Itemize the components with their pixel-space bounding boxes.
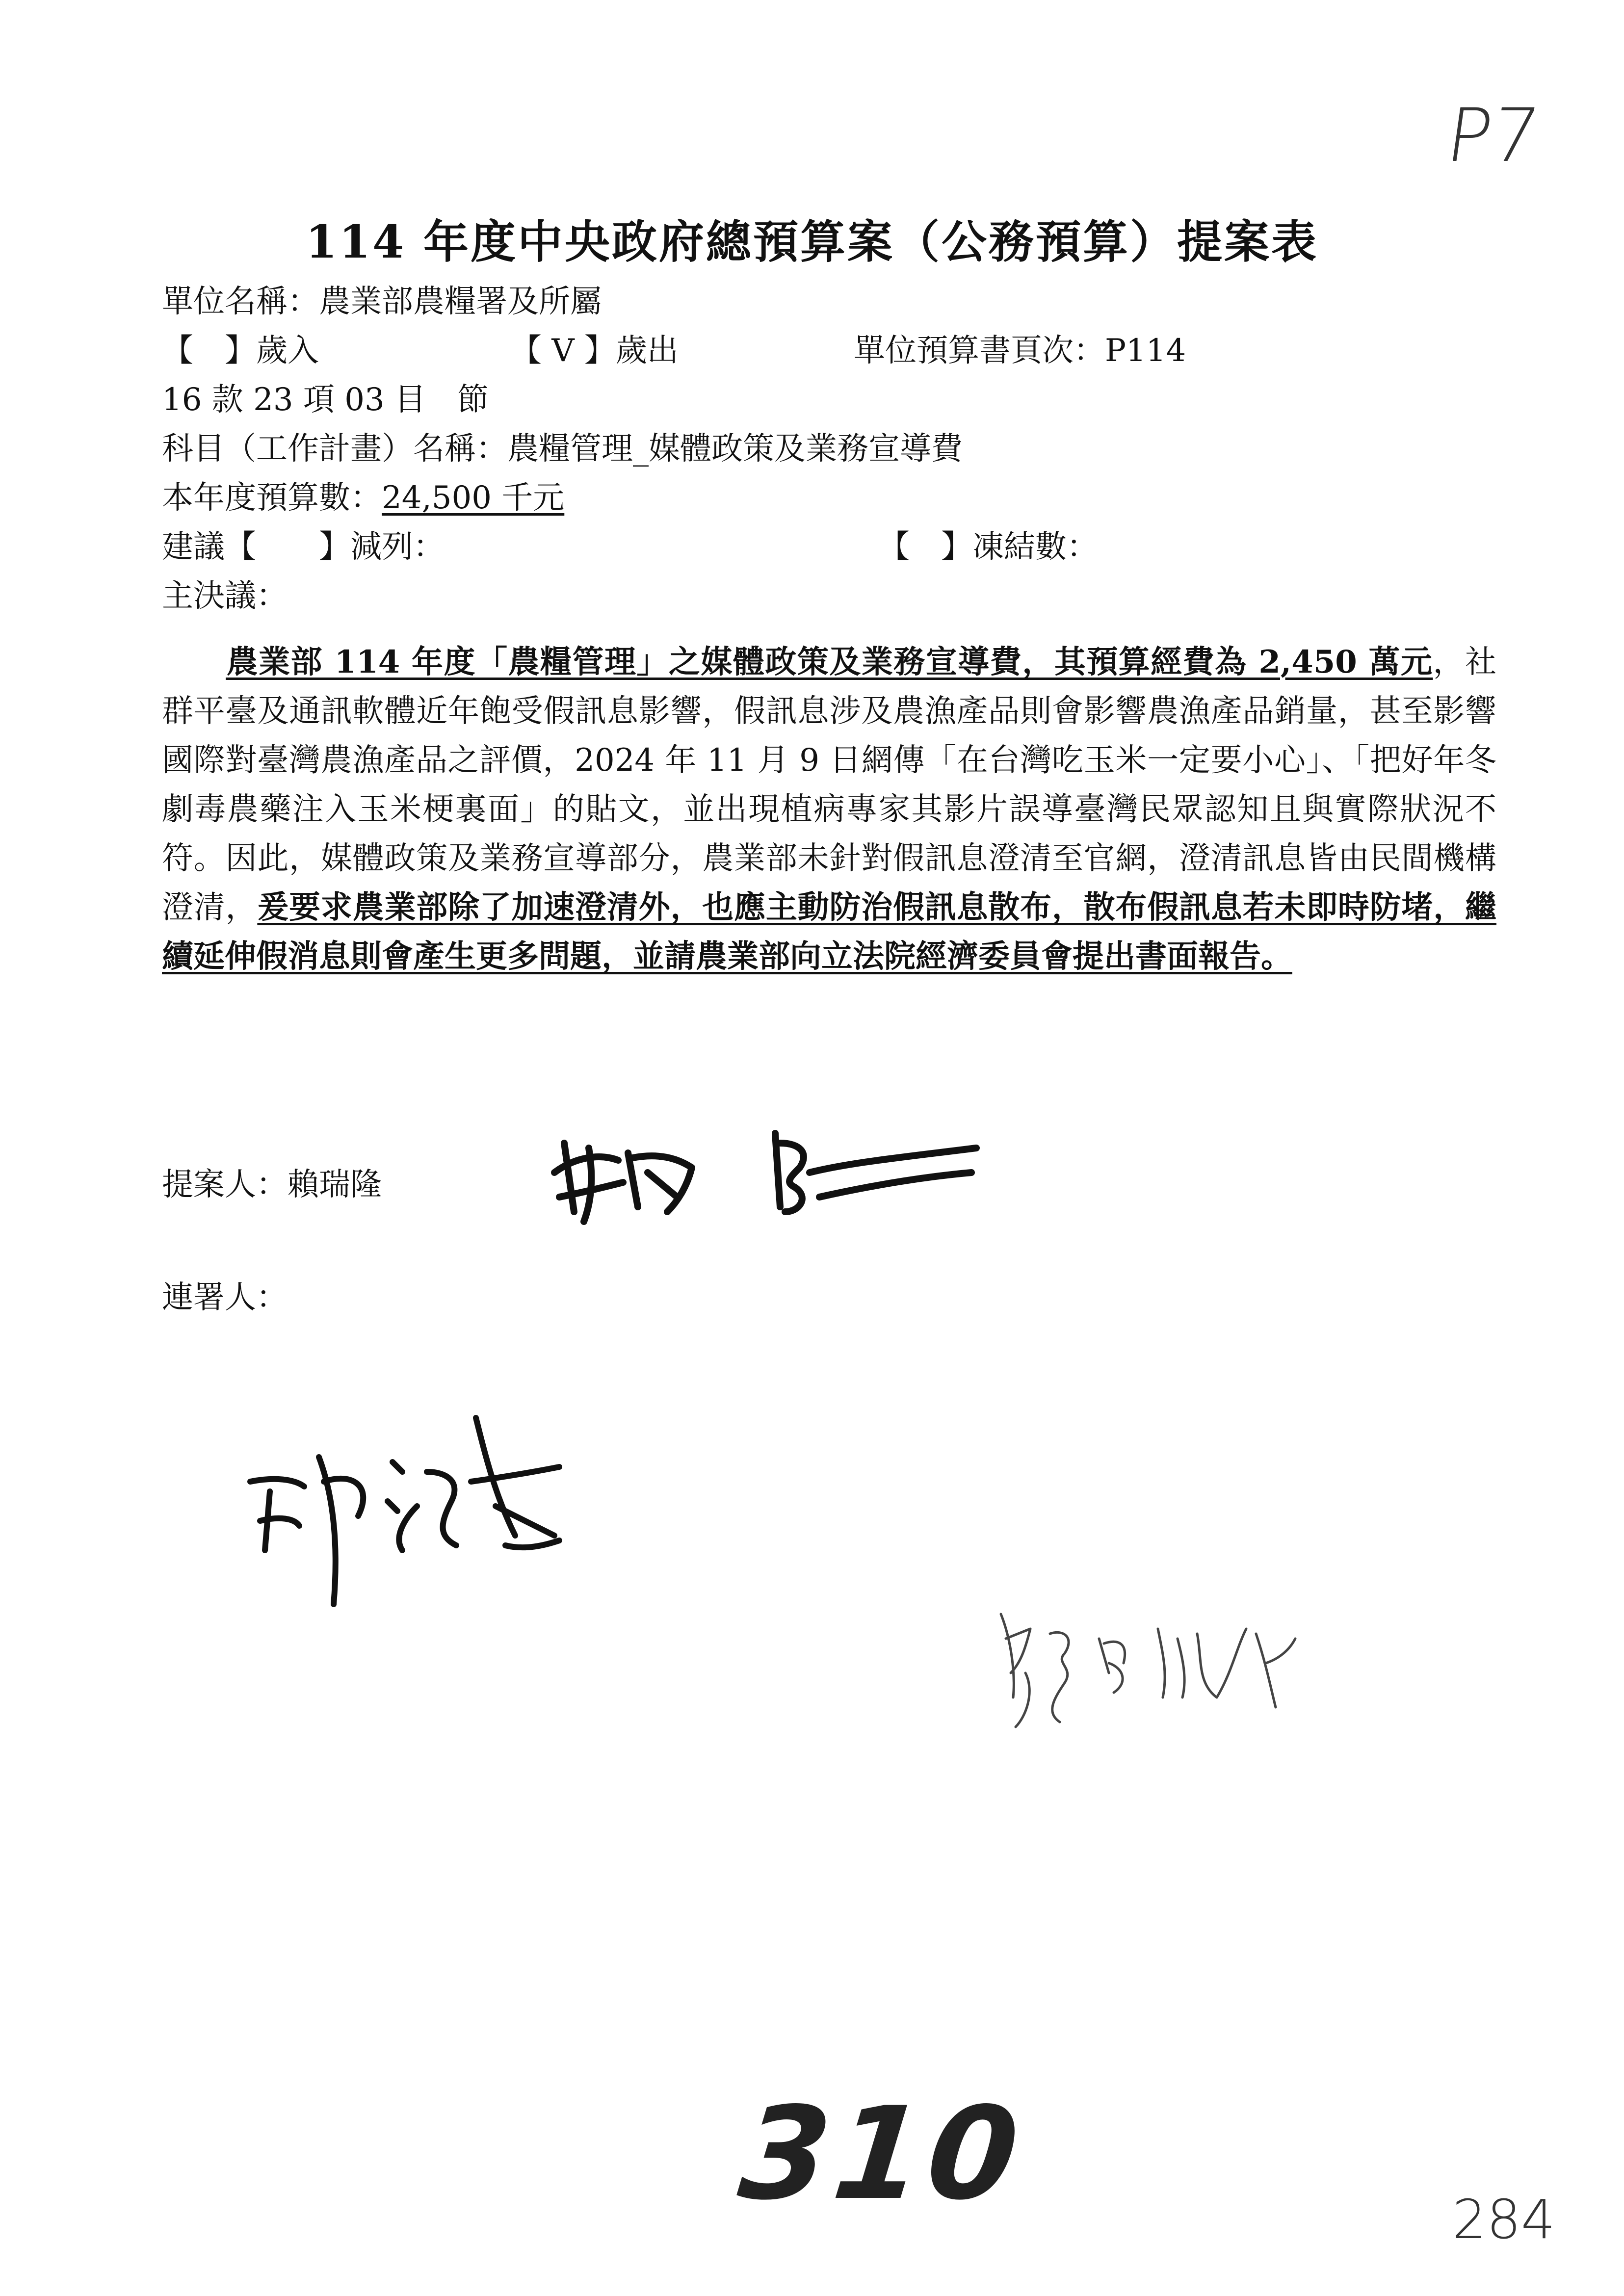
page-title: 114 年度中央政府總預算案（公務預算）提案表: [305, 215, 1319, 268]
budget-book-page: 單位預算書頁次：P114: [854, 333, 1186, 369]
resolution-label: 主決議：: [162, 578, 288, 614]
cosigner: 連署人：: [162, 1279, 288, 1316]
proposer: 提案人：賴瑞隆: [162, 1167, 382, 1203]
subject-name: 科目（工作計畫）名稱：農糧管理_媒體政策及業務宣導費: [162, 431, 963, 467]
budget-amount: [162, 473, 564, 522]
unit-name: 單位名稱：農業部農糧署及所屬: [162, 284, 602, 320]
revenue-checkbox: 【 】歲入: [162, 333, 319, 369]
suggest-reduce: 建議【 】減列：: [162, 529, 445, 565]
page-number: 284: [1452, 2188, 1555, 2251]
resolution-body: ，社群平臺及通訊軟體近年飽受假訊息影響，假訊息涉及農漁產品則會影響農漁產品銷量，甚至影響國際對臺灣農漁產品之評價，2024 年 11 月 9 日網傳「在台灣吃玉米一定要小心」、「把好年冬劇毒農藥注入玉米梗裏面」的貼文，並出現植病專家其影片誤導臺灣民眾認知且與實際狀況不符。因此，媒體政策及業務宣導部分，農業部未針對假訊息澄清至官網，澄清訊息皆由民間機構澄清，: [162, 644, 1496, 926]
freeze-amount: 【 】凍結數：: [878, 529, 1098, 565]
page-mark: P7: [1441, 93, 1545, 179]
resolution-text: [162, 638, 1496, 981]
cosigner-signature-2: [991, 1599, 1305, 1747]
proposer-signature: [545, 1114, 986, 1241]
cosigner-signature-1: [240, 1388, 584, 1644]
resolution-bold-2: 爰要求農業部除了加速澄清外，也應主動防治假訊息散布，散布假訊息若未即時防堵，繼續延伸假消息則會產生更多問題，並請農業部向立法院經濟委員會提出書面報告。: [162, 889, 1496, 975]
handwritten-number: 310: [733, 2080, 1030, 2228]
budget-label: 本年度預算數：: [162, 480, 382, 516]
resolution-bold-1: 農業部 114 年度「農糧管理」之媒體政策及業務宣導費，其預算經費為 2,450 萬元: [226, 644, 1433, 680]
budget-value: 24,500 千元: [382, 480, 565, 516]
expense-checkbox: 【 V 】歲出: [510, 333, 679, 369]
item-line: 16 款 23 項 03 目 節: [162, 382, 489, 418]
